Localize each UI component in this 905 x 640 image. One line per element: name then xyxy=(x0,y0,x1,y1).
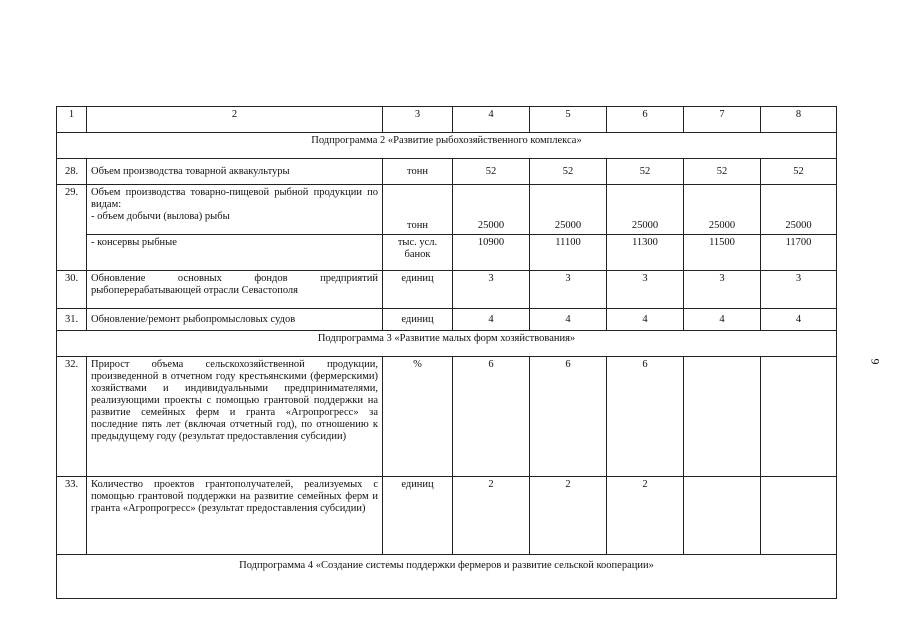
value: 4 xyxy=(684,309,761,331)
subprogram-row xyxy=(57,133,837,159)
value: 10900 xyxy=(453,235,530,271)
subprogram-3-title: Подпрограмма 3 «Развитие малых форм хозяйствования» xyxy=(57,331,837,357)
value: 11100 xyxy=(530,235,607,271)
value: 6 xyxy=(453,357,530,477)
value: 2 xyxy=(607,477,684,555)
table-row-29b xyxy=(57,235,837,271)
indicator-name: Прирост объема сельскохозяйственной продукции, произведенной в отчетном году крестьянскими (фермерскими) хозяйствами и индивидуальными предпринимателями, реализующими проекты с помощью грантовой поддержки на развитие семейных ферм и гранта «Агропрогресс» за последние пять лет (включая отчетный год), по отношению к предыдущему году (результат предоставления субсидии) xyxy=(87,357,383,477)
indicator-name xyxy=(87,185,383,235)
value: 52 xyxy=(530,159,607,185)
value: 2 xyxy=(453,477,530,555)
col-header: 2 xyxy=(87,107,383,133)
subprogram-4-title: Подпрограмма 4 «Создание системы поддержки фермеров и развитие сельской кооперации» xyxy=(57,555,837,599)
value xyxy=(684,477,761,555)
table-row-32 xyxy=(57,357,837,477)
unit: единиц xyxy=(383,477,453,555)
col-header: 5 xyxy=(530,107,607,133)
indicator-name: Объем производства товарной аквакультуры xyxy=(87,159,383,185)
table-row-31 xyxy=(57,309,837,331)
value: 52 xyxy=(607,159,684,185)
value: 4 xyxy=(453,309,530,331)
value xyxy=(761,357,837,477)
unit: единиц xyxy=(383,309,453,331)
subprogram-2-title: Подпрограмма 2 «Развитие рыбохозяйственного комплекса» xyxy=(57,133,837,159)
value: 6 xyxy=(530,357,607,477)
indicator-subitem: - консервы рыбные xyxy=(87,235,383,271)
col-header: 6 xyxy=(607,107,684,133)
indicator-name: Обновление основных фондов предприятий рыбоперерабатывающей отрасли Севастополя xyxy=(87,271,383,309)
page-number: 9 xyxy=(868,358,883,365)
value: 3 xyxy=(530,271,607,309)
indicator-name: Обновление/ремонт рыбопромысловых судов xyxy=(87,309,383,331)
header-row xyxy=(57,107,837,133)
indicator-subitem: - объем добычи (вылова) рыбы xyxy=(91,211,230,222)
indicator-name: Количество проектов грантополучателей, реализуемых с помощью грантовой поддержки на развитие семейных ферм и гранта «Агропрогресс» (результат предоставления субсидии) xyxy=(87,477,383,555)
value: 4 xyxy=(761,309,837,331)
value: 52 xyxy=(453,159,530,185)
value: 3 xyxy=(453,271,530,309)
col-header: 7 xyxy=(684,107,761,133)
value: 3 xyxy=(761,271,837,309)
value: 52 xyxy=(684,159,761,185)
value: 4 xyxy=(530,309,607,331)
value: 25000 xyxy=(530,185,607,235)
value xyxy=(684,357,761,477)
value: 52 xyxy=(761,159,837,185)
table-row-33 xyxy=(57,477,837,555)
row-number: 29. xyxy=(57,185,87,271)
value: 3 xyxy=(607,271,684,309)
row-number: 32. xyxy=(57,357,87,477)
value: 4 xyxy=(607,309,684,331)
unit: тонн xyxy=(383,159,453,185)
unit: единиц xyxy=(383,271,453,309)
value: 11700 xyxy=(761,235,837,271)
row-number: 28. xyxy=(57,159,87,185)
col-header: 4 xyxy=(453,107,530,133)
row-number: 31. xyxy=(57,309,87,331)
col-header: 1 xyxy=(57,107,87,133)
subprogram-row xyxy=(57,331,837,357)
value: 6 xyxy=(607,357,684,477)
col-header: 8 xyxy=(761,107,837,133)
value: 2 xyxy=(530,477,607,555)
value: 3 xyxy=(684,271,761,309)
indicators-table xyxy=(56,106,837,599)
value xyxy=(761,477,837,555)
value: 25000 xyxy=(607,185,684,235)
table-row-30 xyxy=(57,271,837,309)
value: 25000 xyxy=(761,185,837,235)
value: 25000 xyxy=(453,185,530,235)
unit: тонн xyxy=(383,185,453,235)
indicator-title: Объем производства товарно-пищевой рыбной продукции по видам: xyxy=(91,187,378,210)
value: 11300 xyxy=(607,235,684,271)
table-row-29 xyxy=(57,185,837,235)
unit: тыс. усл. банок xyxy=(383,235,453,271)
value: 25000 xyxy=(684,185,761,235)
table-row-28 xyxy=(57,159,837,185)
subprogram-row xyxy=(57,555,837,599)
unit: % xyxy=(383,357,453,477)
value: 11500 xyxy=(684,235,761,271)
row-number: 30. xyxy=(57,271,87,309)
row-number: 33. xyxy=(57,477,87,555)
col-header: 3 xyxy=(383,107,453,133)
